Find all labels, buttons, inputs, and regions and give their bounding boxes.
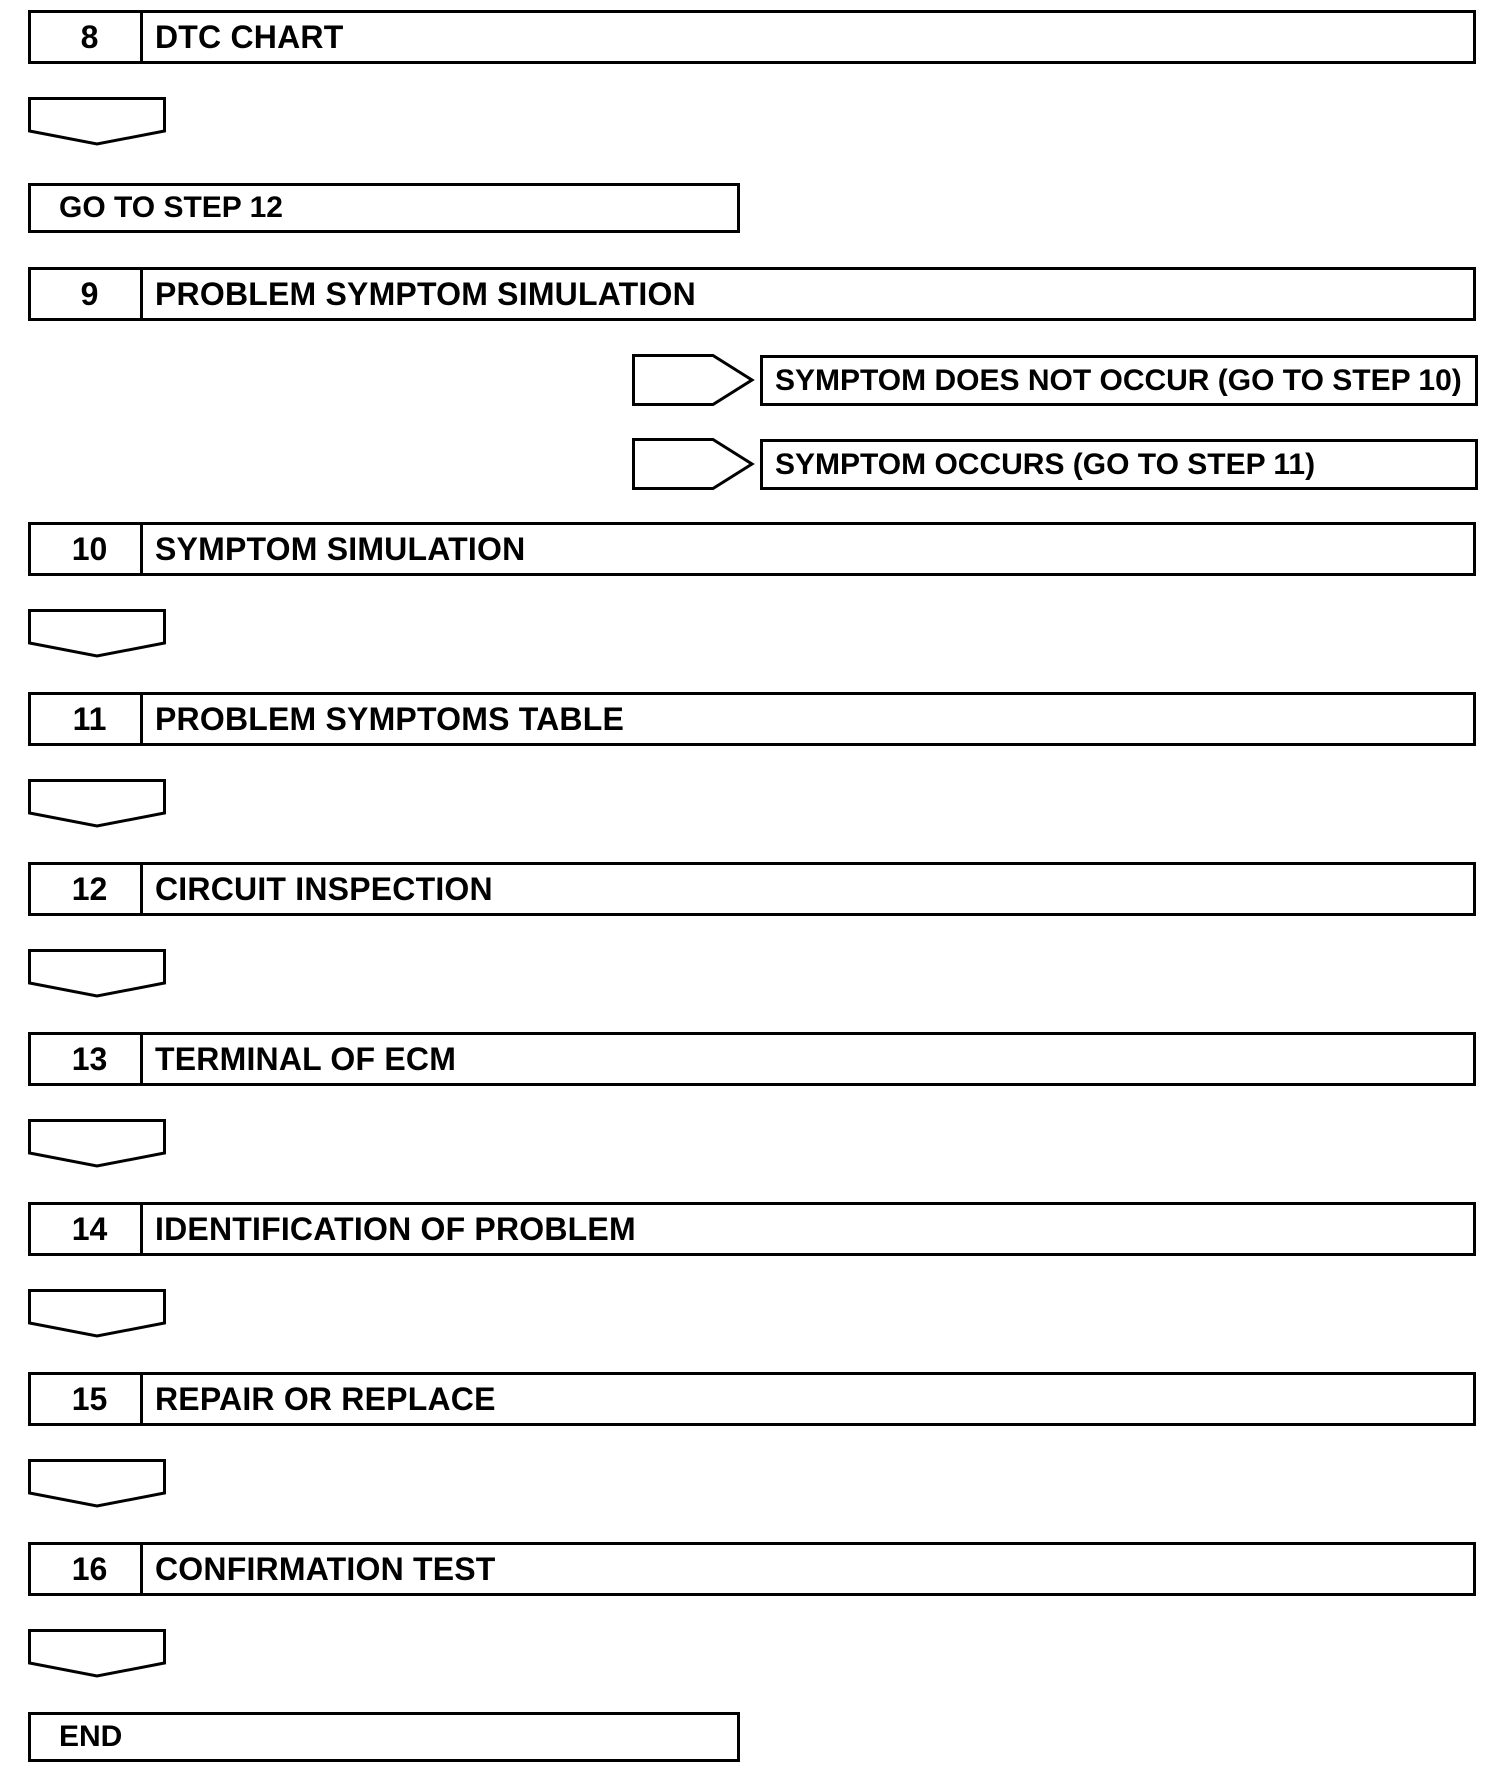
branch-label: SYMPTOM DOES NOT OCCUR (GO TO STEP 10) xyxy=(775,363,1462,397)
step-number: 8 xyxy=(31,13,143,61)
step-number: 11 xyxy=(31,695,143,743)
step-number: 10 xyxy=(31,525,143,573)
step-number: 13 xyxy=(31,1035,143,1083)
step-number: 14 xyxy=(31,1205,143,1253)
down-arrow-icon xyxy=(28,609,168,661)
down-arrow-icon xyxy=(28,1629,168,1681)
step-title: IDENTIFICATION OF PROBLEM xyxy=(155,1210,636,1247)
step-9-box xyxy=(28,267,1476,321)
right-arrow-icon xyxy=(632,438,760,492)
right-arrow-icon xyxy=(632,354,760,408)
down-arrow-icon xyxy=(28,97,168,149)
branch-symptom-not-occur xyxy=(760,355,1478,406)
goto-label: GO TO STEP 12 xyxy=(59,191,283,224)
end-label: END xyxy=(59,1720,123,1753)
down-arrow-icon xyxy=(28,779,168,831)
step-13-box xyxy=(28,1032,1476,1086)
down-arrow-icon xyxy=(28,1289,168,1341)
step-number: 15 xyxy=(31,1375,143,1423)
step-12-box xyxy=(28,862,1476,916)
down-arrow-icon xyxy=(28,949,168,1001)
step-14-box xyxy=(28,1202,1476,1256)
step-11-box xyxy=(28,692,1476,746)
step-title: PROBLEM SYMPTOM SIMULATION xyxy=(155,275,696,312)
step-number: 12 xyxy=(31,865,143,913)
step-16-box xyxy=(28,1542,1476,1596)
step-15-box xyxy=(28,1372,1476,1426)
step-number: 9 xyxy=(31,270,143,318)
down-arrow-icon xyxy=(28,1119,168,1171)
step-title: CONFIRMATION TEST xyxy=(155,1550,496,1587)
step-title: CIRCUIT INSPECTION xyxy=(155,870,493,907)
step-title: PROBLEM SYMPTOMS TABLE xyxy=(155,700,625,737)
step-10-box xyxy=(28,522,1476,576)
down-arrow-icon xyxy=(28,1459,168,1511)
goto-step-12-box xyxy=(28,183,740,233)
step-title: DTC CHART xyxy=(155,18,344,55)
step-title: SYMPTOM SIMULATION xyxy=(155,530,526,567)
step-title: REPAIR OR REPLACE xyxy=(155,1380,496,1417)
step-8-box xyxy=(28,10,1476,64)
branch-symptom-occurs xyxy=(760,439,1478,490)
step-title: TERMINAL OF ECM xyxy=(155,1040,457,1077)
end-box xyxy=(28,1712,740,1762)
branch-label: SYMPTOM OCCURS (GO TO STEP 11) xyxy=(775,447,1316,481)
step-number: 16 xyxy=(31,1545,143,1593)
